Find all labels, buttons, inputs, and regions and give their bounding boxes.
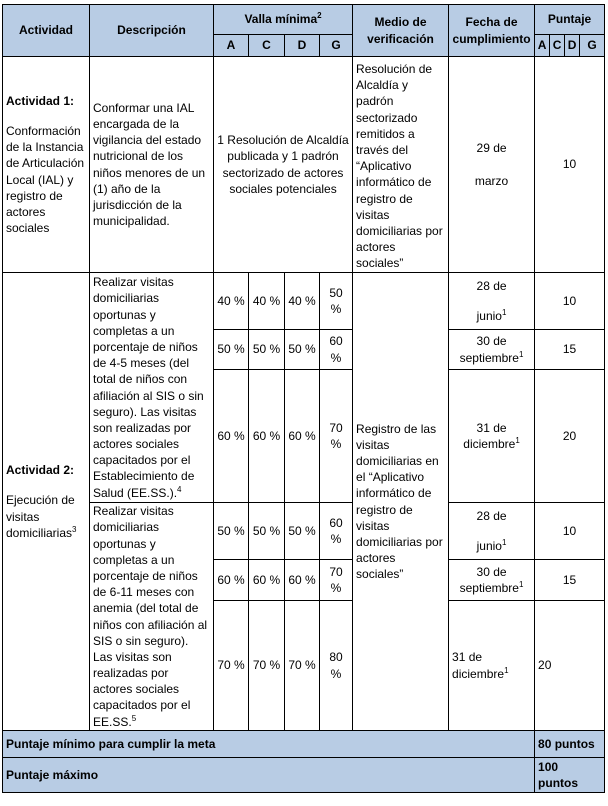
g1r2-puntaje: 15	[535, 330, 605, 370]
g2r3-d: 70 %	[285, 601, 320, 731]
g1r2-d: 50 %	[285, 330, 320, 370]
header-col-d: D	[285, 35, 320, 57]
activity2-group2-footnote: 5	[131, 713, 137, 723]
g2r2-fecha	[449, 560, 535, 601]
header-puntaje-d: D	[565, 35, 580, 57]
g1r2-c: 50 %	[249, 330, 285, 370]
g2r2-fecha-footnote: 1	[518, 580, 524, 589]
header-valla	[214, 5, 353, 35]
activity2-group2-description	[90, 503, 214, 731]
g2r1-fecha-footnote: 1	[501, 538, 507, 547]
header-puntaje-a: A	[535, 35, 550, 57]
g2r2-c: 60 %	[249, 560, 285, 601]
g1r1-fecha	[449, 273, 535, 330]
g1r1-a: 40 %	[214, 273, 249, 330]
g1r2-a: 50 %	[214, 330, 249, 370]
g1r3-fecha-line2: diciembre	[463, 437, 516, 451]
g1r2-g: 60 %	[320, 330, 353, 370]
header-actividad: Actividad	[3, 5, 90, 57]
footer-min-value: 80 puntos	[535, 731, 605, 758]
g2r1-g: 60 %	[320, 503, 353, 560]
g1r1-puntaje: 10	[535, 273, 605, 330]
header-valla-label: Valla mínima	[244, 12, 318, 27]
g2r2-fecha-line1: 30 de	[476, 564, 507, 579]
g2r2-fecha-line2: septiembre	[459, 581, 519, 595]
activity1-fecha-line1: 29 de	[476, 141, 507, 156]
header-col-a: A	[214, 35, 249, 57]
activity2-name-footnote: 3	[72, 524, 77, 534]
activity2-group1-description-text: Realizar visitas domiciliarias oportunas y completas a un porcentaje de niños de 4-5 meses (del total de niños con afiliación al SIS o sin seguro). Las visitas son realizadas por actores sociales capacitados por el Establecimiento de Salud (EE.SS.).	[93, 275, 204, 500]
footer-max-label: Puntaje máximo	[3, 758, 535, 793]
g1r3-d: 60 %	[285, 370, 320, 503]
activity2-title: Actividad 2:	[6, 463, 75, 478]
g1r3-g: 70 %	[320, 370, 353, 503]
activity1-cell	[3, 57, 90, 273]
g1r3-a: 60 %	[214, 370, 249, 503]
g2r1-fecha-line1: 28 de	[476, 508, 507, 523]
header-puntaje-g: G	[580, 35, 605, 57]
header-valla-footnote: 2	[317, 11, 322, 21]
g1r1-fecha-line1: 28 de	[476, 278, 507, 293]
activity1-puntaje: 10	[535, 57, 605, 273]
header-medio: Medio de verificación	[353, 5, 449, 57]
g2r1-a: 50 %	[214, 503, 249, 560]
g1r2-fecha-line1: 30 de	[476, 334, 507, 349]
g2r3-a: 70 %	[214, 601, 249, 731]
g2r3-fecha	[449, 601, 535, 731]
g2r2-d: 60 %	[285, 560, 320, 601]
g2r3-g: 80 %	[320, 601, 353, 731]
g2r3-puntaje: 20	[535, 601, 605, 731]
header-puntaje: Puntaje	[535, 5, 605, 35]
g2r1-c: 50 %	[249, 503, 285, 560]
activity1-medio: Resolución de Alcaldía y padrón sectorizado remitidos a través del “Aplicativo informático de registro de visitas domiciliarias por actores sociales”	[353, 57, 449, 273]
activity2-group2-description-text: Realizar visitas domiciliarias oportunas y completas a un porcentaje de niños de 6-11 meses con anemia (del total de niños con afiliación al SIS o sin seguro). Las visitas son realizadas por actores sociales capacitados por el EE.SS.	[93, 504, 208, 729]
activity2-medio: Registro de las visitas domiciliarias en el “Aplicativo informático de registro de visitas domiciliarias por actores sociales”	[353, 273, 449, 731]
header-descripcion: Descripción	[90, 5, 214, 57]
g1r3-fecha-line1: 31 de	[476, 420, 507, 435]
activity1-title: Actividad 1:	[6, 93, 75, 108]
g1r3-puntaje: 20	[535, 370, 605, 503]
activity1-fecha-line2: marzo	[474, 173, 509, 188]
g1r3-fecha	[449, 370, 535, 503]
activity1-fecha	[449, 57, 535, 273]
g1r1-fecha-line2: junio	[476, 309, 502, 323]
g2r3-fecha-line2: diciembre	[452, 666, 505, 681]
g1r1-d: 40 %	[285, 273, 320, 330]
g2r2-a: 60 %	[214, 560, 249, 601]
footer-min-label: Puntaje mínimo para cumplir la meta	[3, 731, 535, 758]
g2r3-fecha-line1: 31 de	[452, 650, 483, 665]
g1r2-fecha-line2: septiembre	[459, 350, 519, 365]
g1r1-fecha-footnote: 1	[501, 308, 507, 317]
activity1-valla: 1 Resolución de Alcaldía publicada y 1 padrón sectorizado de actores sociales potenciales	[214, 57, 353, 273]
g2r3-fecha-footnote: 1	[504, 665, 509, 675]
g1r1-c: 40 %	[249, 273, 285, 330]
g1r2-fecha-footnote: 1	[518, 349, 524, 359]
activity2-group1-footnote: 4	[177, 484, 182, 494]
g2r1-puntaje: 10	[535, 503, 605, 560]
g1r2-fecha	[449, 330, 535, 370]
header-fecha: Fecha de cumplimiento	[449, 5, 535, 57]
g2r2-puntaje: 15	[535, 560, 605, 601]
activity2-cell	[3, 273, 90, 731]
g2r2-g: 70 %	[320, 560, 353, 601]
g1r1-g: 50 %	[320, 273, 353, 330]
footer-max-value: 100 puntos	[535, 758, 605, 793]
activity1-description: Conformar una IAL encargada de la vigilancia del estado nutricional de los niños menores de un (1) año de la jurisdicción de la municipalidad.	[90, 57, 214, 273]
header-col-c: C	[249, 35, 285, 57]
g2r1-fecha	[449, 503, 535, 560]
g2r1-d: 50 %	[285, 503, 320, 560]
header-puntaje-c: C	[550, 35, 565, 57]
header-col-g: G	[320, 35, 353, 57]
activity2-group1-description	[90, 273, 214, 503]
g2r1-fecha-line2: junio	[476, 539, 502, 553]
activity2-name: Ejecución de visitas domiciliarias	[6, 493, 75, 540]
goal-table	[2, 4, 605, 793]
g1r3-fecha-footnote: 1	[515, 436, 520, 445]
activity1-name: Conformación de la Instancia de Articulación Local (IAL) y registro de actores sociales	[6, 123, 85, 236]
g2r3-c: 70 %	[249, 601, 285, 731]
g1r3-c: 60 %	[249, 370, 285, 503]
